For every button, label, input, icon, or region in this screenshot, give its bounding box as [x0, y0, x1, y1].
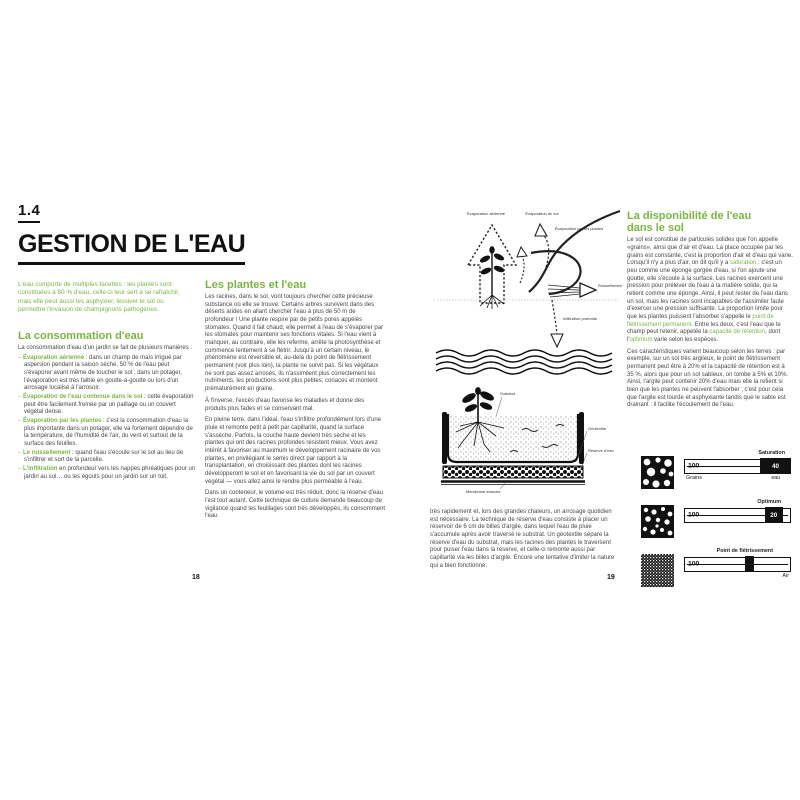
bullet-ruissellement: – Le ruissellement : quand l'eau s'écoule sur le sol au lieu de s'infiltrer et sort de la parcelle. [18, 449, 184, 464]
bullet-evaporation-aerienne: – Évaporation aérienne : dans un champ de maïs irrigué par aspersion pendant la saison sèche, 50 % de l'eau peut s'évaporer avant même de toucher le sol ; dans un potager, l'évaporation est très faible en goutte-à-goutte ou lors d'un arrosage localisé à l'arrosoir. [18, 354, 182, 392]
left-column-2 [205, 279, 386, 525]
cycle-label-ruissellement: Ruissellement [598, 283, 622, 288]
soil-bar-row-saturation [641, 450, 791, 489]
bar-title-optimum: Optimum [757, 499, 781, 505]
bar-label-eau: eau [771, 474, 781, 481]
clay-ball-reserve-layer [443, 466, 583, 478]
page-number-left: 18 [192, 574, 200, 581]
availability-paragraph-1: Le sol est constitué de particules solides que l'on appelle «grains», ainsi que d'air et d'eau. La place occupée par les grains est constante, c'est la proportion d'air et d'eau qui varie. Lorsqu'il n'y a plus d'air, on dit qu'il y a saturation : c'est un peu comme une éponge gorgée d'eau, si l'on ajoute une goutte, elle s'écoule à la surface. Les racines exercent une pression pour prélever de l'eau à la matière solide, qui la retient comme une éponge. Ainsi, il peut rester de l'eau dans un sol, mais les racines sont incapables de l'assimiler faute d'exercer une pression suffisante. La proportion limite pour que les plantes puissent l'absorber s'appelle le point de flétrissement permanent. Entre les deux, c'est l'eau que le champ peut retenir, appelée la capacité de rétention, dont l'optimum varie selon les espèces. [627, 237, 793, 343]
saturation-bar [684, 459, 791, 474]
evaporation-arrow-small [520, 255, 524, 283]
bullet-evaporation-sol: – Évaporation de l'eau contenue dans le sol : cette évaporation peut être facilement freinée par un paillage ou un couvert végétal dense. [18, 393, 194, 416]
highlight-capacite-retention: capacité de rétention [709, 329, 766, 336]
heading-disponibilite: La disponibilité de l'eau dans le sol [627, 210, 752, 235]
consumption-bullet-list [18, 355, 196, 482]
page-title: GESTION DE L'EAU [18, 230, 245, 265]
infiltration-arrow [552, 300, 557, 335]
bar-grains-value: 100 [688, 511, 700, 519]
cycle-label-infiltration: Infiltration profonde [563, 316, 598, 321]
right-text-column [627, 210, 793, 414]
highlight-point-fletrissement: point de flétrissement permanent [627, 313, 774, 328]
saturation-water-segment: 40 [760, 458, 792, 474]
optimum-water-segment: 20 [765, 507, 783, 523]
optimum-bar [684, 508, 791, 523]
evaporation-arrowhead-large [535, 224, 547, 236]
container-wall-right [579, 412, 584, 464]
substrate-fill [449, 416, 577, 461]
availability-paragraph-2: Ces caractéristiques varient beaucoup selon les terres : par exemple, sur un sol très argileux, le point de flétrissement permanent peut être à 20% et la capacité de rétention est à 35 %, alors que pour un sol sableux, on tombe à 5% et 10%. Ainsi, l'argile peut contenir 20% d'eau mais elle la retient si bien que les plantes ne peuvent l'absorber ; c'est pour cela que l'argile est lourde et asphyxiante tandis que le sable est drainant : il facilite l'écoulement de l'eau. [627, 348, 789, 409]
plants-paragraph-2: À l'inverse, l'excès d'eau favorise les maladies et donne des produits plus fades et se conservant mal. [205, 397, 365, 412]
page-number-right: 19 [607, 574, 615, 581]
section-number: 1.4 [18, 202, 40, 223]
bar-label-air: Air [782, 572, 789, 579]
coarse-soil-texture-icon [641, 456, 674, 489]
bar-axis-line [687, 564, 788, 565]
left-column-1 [18, 202, 246, 482]
container-wall-left [442, 412, 447, 464]
bar-title-fletrissement: Point de flétrissement [716, 548, 773, 554]
consumption-lead: La consommation d'eau d'un jardin se fait de plusieurs manières : [18, 344, 193, 351]
fletrissement-water-segment [745, 556, 754, 572]
highlight-optimum: optimum [629, 336, 653, 343]
bar-grains-value: 100 [688, 462, 700, 470]
water-cycle-diagram [430, 203, 622, 375]
medium-soil-texture-icon [641, 505, 674, 538]
bar-grains-value: 100 [688, 560, 700, 568]
container-paragraph: très rapidement et, lors des grandes chaleurs, un arrosage quotidien est nécessaire. La technique de réserve d'eau consiste à placer un réservoir de 6 cm de billes d'argile, dans lequel l'eau de pluie s'accumule après avoir traversé le substrat. Un géotextile sépare la réserve d'eau du substrat, mais les racines des plantes le traversent pour puiser l'eau dans la réserve, et celle-ci remonte aussi par capillarité via les billes d'argile. Encore une tentative d'imiter la nature qui a bien fonctionné. [430, 509, 615, 569]
intro-paragraph: L'eau comporte de multiples facettes : les plantes sont constituées à 80 % d'eau, celle-ci leur sert à se rafraîchir, mais elle peut aussi les asphyxier, lessiver le sol ou permettre l'invasion de champignons pathogènes. [18, 281, 180, 314]
membrane-leader [500, 482, 506, 489]
fletrissement-bar [684, 557, 791, 572]
bullet-evaporation-plantes: – Évaporation par les plantes : c'est la consommation d'eau la plus importante dans un potager, elle va fortement dépendre de la température, de l'humidité de l'air, du vent et surtout de la surface des feuilles. [18, 417, 193, 447]
right-diagram-column [430, 203, 622, 570]
container-label-reserve: Réserve d'eau [588, 448, 614, 453]
plants-paragraph-4: Dans un conteneur, le volume est très réduit, donc la réserve d'eau l'est tout autant. Cette technique de culture demande beaucoup de vigilance quand les feuillages sont très développés, ils consomment l'eau [205, 490, 386, 520]
plants-paragraph-3: En pleine terre, dans l'idéal, l'eau s'infiltre profondément lors d'une pluie et remonte petit à petit par capillarité, quand la surface s'assèche. Parfois, la couche haute devient très sèche et les plantes qui ont des racines profondes résistent mieux. Vous avez intérêt à favoriser au maximum le développement racinaire de vos plantes, en privilégiant le semis direct par rapport à la transplantation, en choisissant des plantes dont les racines développeront le sol et en favorisant la vie du sol par un couvert végétal — vous allez ainsi le rendre plus perméable à l'eau. [205, 417, 382, 485]
soil-bar-row-fletrissement [641, 548, 791, 587]
container-label-membrane: Membrane étanche [466, 489, 501, 494]
evaporation-arrow-large [542, 233, 549, 267]
plants-paragraph-1: Les racines, dans le sol, vont toujours chercher cette précieuse substance où elle se trouve. Certains arbres survivent dans des déserts arides en allant chercher l'eau à plus de 50 m de profondeur ! Une plante respire par de petits pores appelés stomates. Quand il fait chaud, elle permet à l'eau de s'évaporer par les stomates pour maintenir ses fonctions vitales. Si l'eau vient à manquer, au contraire, elle les referme, arrête la photosynthèse et commence lentement à se flétrir. Jusqu'à un certain niveau, le phénomène est réversible et, au-delà du point de flétrissement permanent (voir plus loin), la plante ne survit pas. Si les végétaux ne sont pas assez arrosés, ils n'assimilent plus correctement les nutriments, les productions sont plus petites, coriaces et montent prématurément en graine. [205, 294, 384, 393]
bar-label-grains: Grains [686, 474, 702, 481]
heading-plantes-eau: Les plantes et l'eau [205, 279, 307, 291]
substrat-leader [496, 397, 502, 416]
highlight-saturation: saturation [729, 260, 757, 267]
bar-title-saturation: Saturation [758, 450, 785, 456]
container-label-geotextile: Géotextile [588, 426, 607, 431]
cycle-label-evaporation-sol: Évaporation du sol [525, 211, 559, 216]
fine-soil-texture-icon [641, 554, 674, 587]
soil-bars-panel [641, 450, 791, 597]
evaporation-arrowhead-small [517, 247, 527, 257]
runoff-arrowhead [580, 283, 596, 297]
container-cross-section-diagram [430, 386, 622, 496]
container-label-substrat: Substrat [500, 391, 515, 396]
soil-bar-row-optimum [641, 499, 791, 538]
groundwater-waves [436, 350, 612, 374]
infiltration-arrowhead [551, 334, 563, 347]
cycle-label-evaporation-aerienne: Évaporation aérienne [466, 211, 506, 216]
bullet-infiltration: – L'infiltration en profondeur vers les nappes phréatiques pour un jardin au sol… ou les égouts pour un jardin sur un toit. [18, 465, 196, 480]
plant-sketch [480, 247, 505, 309]
heading-consommation: La consommation d'eau [18, 329, 144, 342]
cycle-label-evaporation-plantes: Évaporation par les plantes [554, 226, 604, 231]
